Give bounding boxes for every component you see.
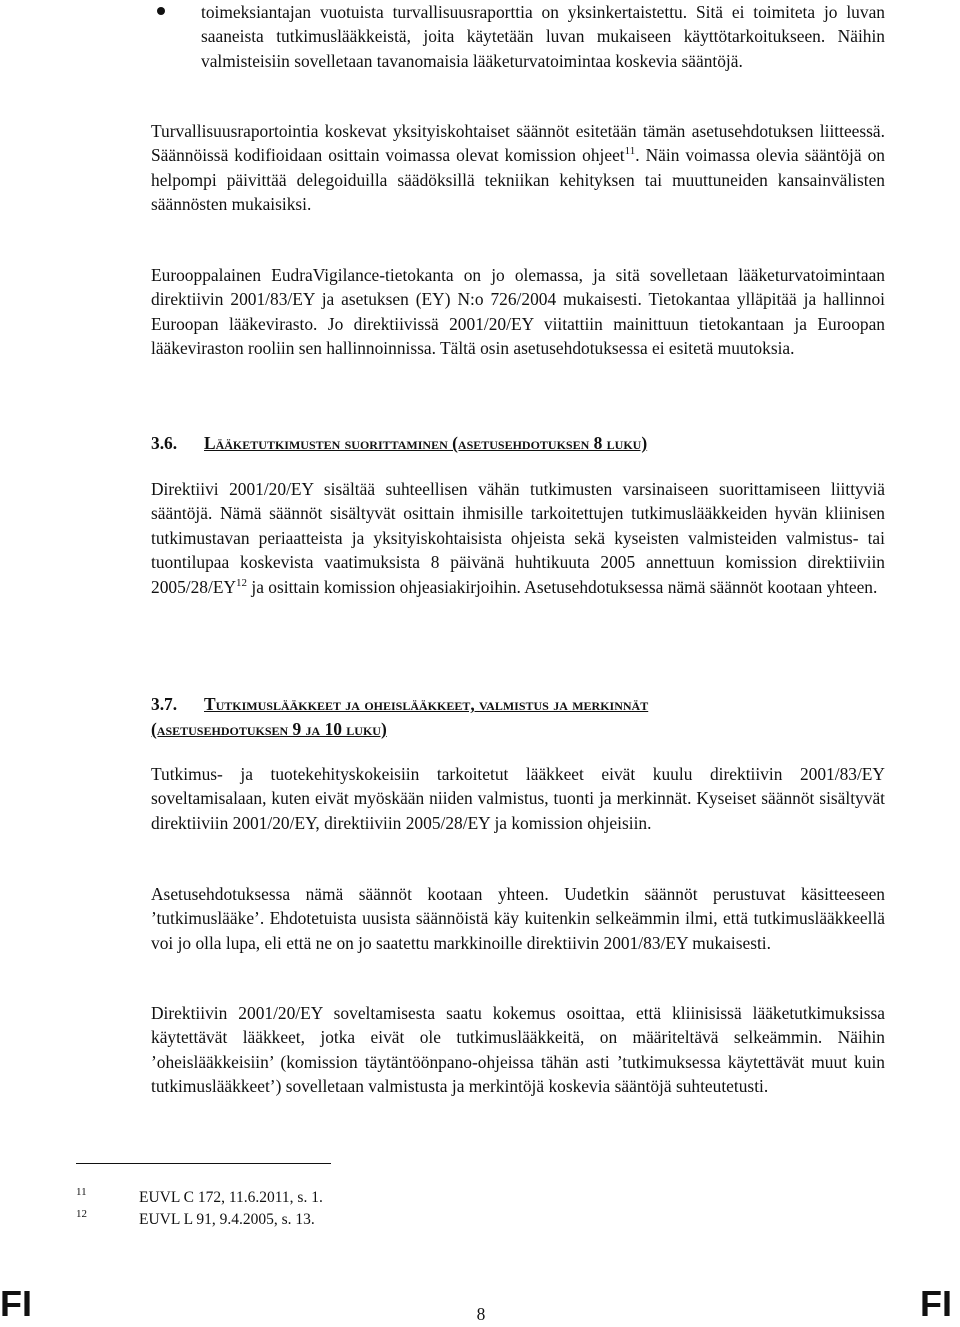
section-heading-3-7-cont <box>151 717 885 741</box>
section-title-line1: Tutkimuslääkkeet ja oheislääkkeet, valmistus ja merkinnät <box>204 694 649 714</box>
bullet-dot-icon <box>157 7 165 15</box>
footnote-mark: 11 <box>76 1186 87 1198</box>
section-title-line2: (asetusehdotuksen 9 ja 10 luku) <box>151 719 387 739</box>
paragraph-text: Direktiivi 2001/20/EY sisältää suhteellisen vähän tutkimusten varsinaiseen suorittamiseen liittyviä sääntöjä. Nämä säännöt sisältyvät osittain ihmisille tarkoitettujen tutkimuslääkkeiden hyvän kliinisen tutkimustavan periaatteista ja yksityiskohtaisista ohjeista sekä kyseisten valmisteiden valmistus- tai tuontilupaa koskevista vaatimuksista 8 päivänä huhtikuuta 2005 annettuun komission direktiiviin 2005/28/EY <box>151 479 885 597</box>
footnote-text: EUVL C 172, 11.6.2011, s. 1. <box>139 1189 323 1206</box>
language-code-right: FI <box>920 1283 952 1324</box>
section-title: Lääketutkimusten suorittaminen (asetusehdotuksen 8 luku) <box>204 433 648 453</box>
footnote-ref-11[interactable]: 11 <box>624 145 636 158</box>
footnote-divider <box>76 1163 331 1164</box>
bullet-text: toimeksiantajan vuotuista turvallisuusraporttia on yksinkertaistettu. Sitä ei toimiteta jo luvan saaneista tutkimuslääkkeistä, joita käytetään luvan mukaiseen käyttötarkoitukseen. Näihin valmisteisiin sovelletaan tavanomaisia lääketurvatoimintaa koskevia sääntöjä. <box>201 2 885 71</box>
section-number: 3.6. <box>151 433 178 453</box>
paragraph-auxiliary-products: Direktiivin 2001/20/EY soveltamisesta saatu kokemus osoittaa, että kliinisissä lääketutkimuksissa käytettävät lääkkeet, jotka eivät ole tutkimuslääkkeitä, on määriteltävä selkeämmin. Näihin ’oheislääkkeisiin’ (komission täytäntöönpano-ohjeissa tähän asti ’tutkimuksessa käytettävät muut kuin tutkimuslääkkeet’) sovelletaan valmistusta ja merkintöjä koskevia sääntöjä suhteutetusti. <box>151 1003 885 1097</box>
footnote-mark: 12 <box>76 1208 87 1220</box>
language-code-left: FI <box>0 1283 32 1324</box>
paragraph-concept: Asetusehdotuksessa nämä säännöt kootaan yhteen. Uudetkin säännöt perustuvat käsitteeseen ’tutkimuslääke’. Ehdotetuista uusista säännöistä käy kuitenkin selkeämmin ilmi, että tutkimuslääkkeellä voi jo olla lupa, eli että ne on jo saatettu markkinoille direktiivin 2001/83/EY mukaisesti. <box>151 884 885 953</box>
section-number: 3.7. <box>151 694 178 714</box>
section-heading-3-7 <box>151 692 885 716</box>
paragraph-text: . Näin voimassa olevia sääntöjä on helpompi päivittää delegoiduilla säädöksillä tekniikan kehityksen tai muuttuneiden kansainvälisten säännösten mukaisiksi. <box>151 145 885 215</box>
paragraph-text: Turvallisuusraportointia koskevat yksityiskohtaiset säännöt esitetään tämän asetusehdotuksen liitteessä. Säännöissä kodifioidaan osittain voimassa olevat komission ohjeet <box>151 121 885 166</box>
paragraph-trial-conduct <box>151 477 885 599</box>
paragraph-safety-reporting <box>151 119 885 217</box>
footnote-text: EUVL L 91, 9.4.2005, s. 13. <box>139 1211 315 1228</box>
bullet-marker <box>151 0 191 24</box>
page-number: 8 <box>476 1304 486 1324</box>
section-heading-3-6 <box>151 431 885 455</box>
paragraph-text: ja osittain komission ohjeasiakirjoihin. Asetusehdotuksessa nämä säännöt kootaan yhteen. <box>247 576 878 597</box>
footnote-ref-12[interactable]: 12 <box>236 576 248 589</box>
paragraph-investigational-products: Tutkimus- ja tuotekehityskokeisiin tarkoitetut lääkkeet eivät kuulu direktiivin 2001/83/EY soveltamisalaan, kuten eivät myöskään niiden valmistus, tuonti ja merkinnät. Kyseiset säännöt sisältyvät direktiiviin 2001/20/EY, direktiiviin 2005/28/EY ja komission ohjeisiin. <box>151 764 885 833</box>
paragraph-eudravigilance: Eurooppalainen EudraVigilance-tietokanta on jo olemassa, ja sitä sovelletaan lääketurvatoimintaan direktiivin 2001/83/EY ja asetuksen (EY) N:o 726/2004 mukaisesti. Tietokantaa ylläpitää ja hallinnoi Euroopan lääkevirasto. Jo direktiivissä 2001/20/EY viitattiin mainittuun tietokantaan ja Euroopan lääkeviraston rooliin sen hallinnoinnissa. Tältä osin asetusehdotuksessa ei esitetä muutoksia. <box>151 265 885 359</box>
